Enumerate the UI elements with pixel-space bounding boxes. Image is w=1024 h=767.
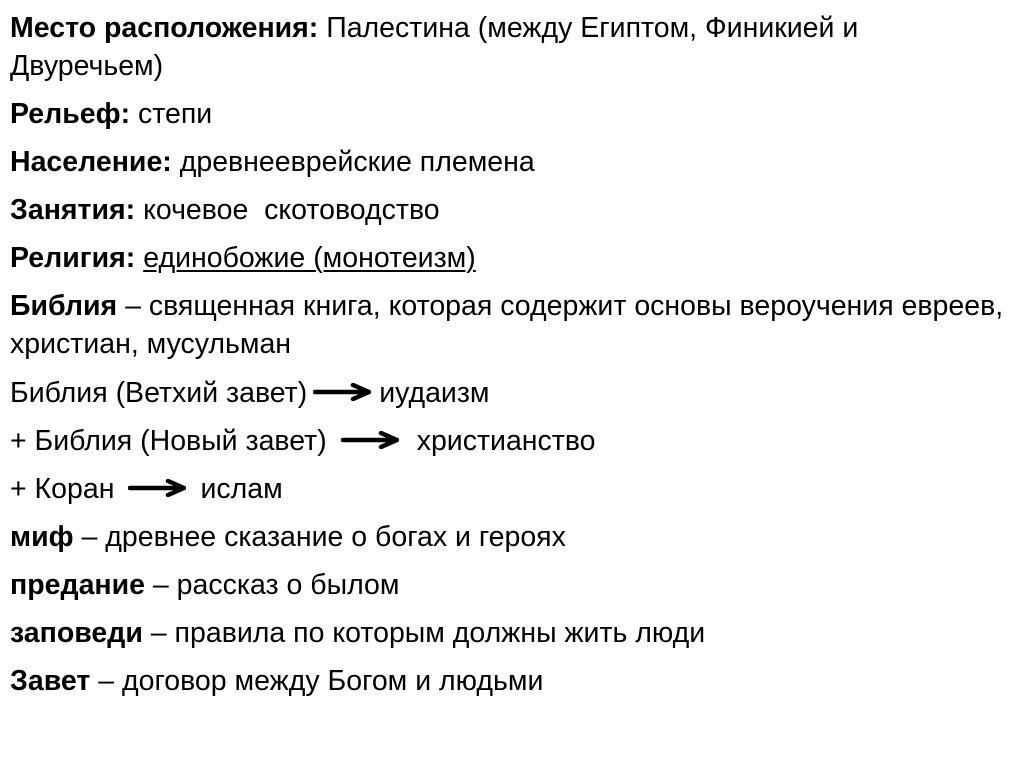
arrow-right-icon bbox=[128, 479, 186, 497]
bible-text: – священная книга, которая содержит основы вероучения евреев, христиан, мусульман bbox=[10, 290, 1004, 360]
myth-line bbox=[10, 513, 1015, 561]
covenant-line bbox=[10, 657, 1015, 705]
arrow-right-icon bbox=[313, 383, 371, 401]
location-line bbox=[10, 4, 1015, 90]
koran-line bbox=[10, 465, 1015, 513]
covenant-text: – договор между Богом и людьми bbox=[90, 665, 544, 697]
religion-text: единобожие (монотеизм) bbox=[143, 242, 476, 274]
old-testament-line bbox=[10, 369, 1015, 417]
commandments-term: заповеди bbox=[10, 617, 143, 649]
population-line bbox=[10, 138, 1015, 186]
relief-term: Рельеф: bbox=[10, 98, 131, 130]
koran-left: + Коран bbox=[10, 473, 115, 505]
location-text: Палестина (между Египтом, Финикией и Двуречьем) bbox=[10, 12, 859, 82]
religion-line bbox=[10, 234, 1015, 282]
bible-term: Библия bbox=[10, 290, 118, 322]
old-testament-left: Библия (Ветхий завет) bbox=[10, 377, 308, 409]
covenant-term: Завет bbox=[10, 665, 91, 697]
religion-term: Религия: bbox=[10, 242, 136, 274]
myth-term: миф bbox=[10, 521, 74, 553]
legend-term: предание bbox=[10, 569, 145, 601]
slide-content bbox=[10, 4, 1015, 705]
arrow-right-icon bbox=[341, 431, 399, 449]
koran-right: ислам bbox=[200, 473, 283, 505]
occupation-line bbox=[10, 186, 1015, 234]
occupation-text: кочевое скотоводство bbox=[135, 194, 440, 226]
location-term: Место расположения: bbox=[10, 12, 319, 44]
population-term: Население: bbox=[10, 146, 172, 178]
new-testament-right: христианство bbox=[416, 425, 596, 457]
population-text: древнееврейские племена bbox=[171, 146, 535, 178]
myth-text: – древнее сказание о богах и героях bbox=[73, 521, 566, 553]
commandments-text: – правила по которым должны жить люди bbox=[142, 617, 706, 649]
commandments-line bbox=[10, 609, 1015, 657]
relief-text: степи bbox=[130, 98, 213, 130]
legend-line bbox=[10, 561, 1015, 609]
new-testament-left: + Библия (Новый завет) bbox=[10, 425, 327, 457]
legend-text: – рассказ о былом bbox=[145, 569, 400, 601]
bible-line bbox=[10, 282, 1015, 369]
occupation-term: Занятия: bbox=[10, 194, 136, 226]
relief-line bbox=[10, 90, 1015, 138]
old-testament-right: иудаизм bbox=[379, 377, 490, 409]
new-testament-line bbox=[10, 417, 1015, 465]
